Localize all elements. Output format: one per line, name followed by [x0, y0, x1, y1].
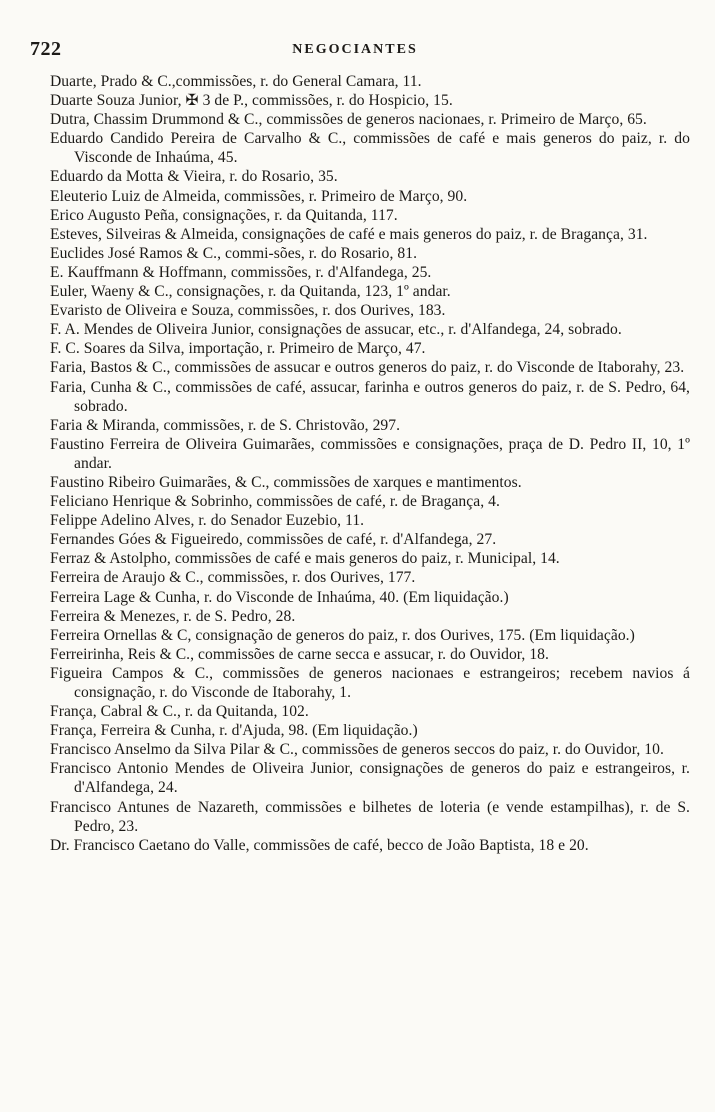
merchant-entry: França, Ferreira & Cunha, r. d'Ajuda, 98. (Em liquidação.): [50, 722, 418, 740]
merchant-entry: Ferreira Lage & Cunha, r. do Visconde de Inhaúma, 40. (Em liquidação.): [50, 588, 509, 606]
merchant-entry: França, Cabral & C., r. da Quitanda, 102.: [50, 703, 309, 721]
merchant-entry: Ferraz & Astolpho, commissões de café e mais generos do paiz, r. Municipal, 14.: [50, 550, 560, 568]
merchant-entry: Ferreira de Araujo & C., commissões, r. dos Ourives, 177.: [50, 569, 416, 587]
merchant-entry: Ferreirinha, Reis & C., commissões de carne secca e assucar, r. do Ouvidor, 18.: [50, 645, 549, 663]
merchant-entry: Euclides José Ramos & C., commi-sões, r. do Rosario, 81.: [50, 244, 418, 262]
merchant-entry: Euler, Waeny & C., consignações, r. da Quitanda, 123, 1º andar.: [50, 283, 451, 301]
merchant-entry: Esteves, Silveiras & Almeida, consignações de café e mais generos do paiz, r. de Bragança, 31.: [50, 225, 648, 243]
merchant-entry: Ferreira & Menezes, r. de S. Pedro, 28.: [50, 607, 296, 625]
merchant-entry: F. C. Soares da Silva, importação, r. Primeiro de Março, 47.: [50, 340, 426, 358]
merchant-entry: Faustino Ribeiro Guimarães, & C., commissões de xarques e mantimentos.: [50, 473, 522, 491]
page-header: [30, 38, 680, 64]
merchant-entry: Faria & Miranda, commissões, r. de S. Christovão, 297.: [50, 416, 401, 434]
merchant-entry: Faria, Cunha & C., commissões de café, assucar, farinha e outros generos do paiz, r. de S. Pedro, 64, sobrado.: [50, 378, 690, 415]
merchant-entry: Faria, Bastos & C., commissões de assucar e outros generos do paiz, r. do Visconde de Itaborahy, 23.: [50, 359, 685, 377]
merchant-entry: Felippe Adelino Alves, r. do Senador Euzebio, 11.: [50, 512, 365, 530]
merchant-entry: Ferreira Ornellas & C, consignação de generos do paiz, r. dos Ourives, 175. (Em liquidação.): [50, 626, 635, 644]
merchant-entry: Duarte Souza Junior, ✠ 3 de P., commissões, r. do Hospicio, 15.: [50, 92, 453, 110]
merchant-entry: Francisco Antonio Mendes de Oliveira Junior, consignações de generos do paiz e estrangeiros, r. d'Alfandega, 24.: [50, 760, 690, 797]
merchant-entry: Figueira Campos & C., commissões de generos nacionaes e estrangeiros; recebem navios á consignação, r. do Visconde de Itaborahy, 1.: [50, 664, 690, 701]
merchant-entry: E. Kauffmann & Hoffmann, commissões, r. d'Alfandega, 25.: [50, 263, 432, 281]
merchant-entry: Dr. Francisco Caetano do Valle, commissões de café, becco de João Baptista, 18 e 20.: [50, 836, 589, 854]
merchant-entry: Faustino Ferreira de Oliveira Guimarães, commissões e consignações, praça de D. Pedro II, 10, 1º andar.: [50, 435, 690, 472]
merchant-entry: Eduardo Candido Pereira de Carvalho & C., commissões de café e mais generos do paiz, r. do Visconde de Inhaúma, 45.: [50, 130, 690, 167]
merchant-entry: Eduardo da Motta & Vieira, r. do Rosario, 35.: [50, 168, 338, 186]
merchant-entry: Erico Augusto Peña, consignações, r. da Quitanda, 117.: [50, 206, 398, 224]
merchant-entry: F. A. Mendes de Oliveira Junior, consignações de assucar, etc., r. d'Alfandega, 24, sobrado.: [50, 321, 622, 339]
merchant-list: [50, 72, 690, 855]
merchant-entry: Evaristo de Oliveira e Souza, commissões, r. dos Ourives, 183.: [50, 302, 446, 320]
merchant-entry: Eleuterio Luiz de Almeida, commissões, r. Primeiro de Março, 90.: [50, 187, 468, 205]
merchant-entry: Duarte, Prado & C.,commissões, r. do General Camara, 11.: [50, 73, 422, 90]
merchant-entry: Francisco Antunes de Nazareth, commissões e bilhetes de loteria (e vende estampilhas), r. de S. Pedro, 23.: [50, 798, 690, 835]
page-number: 722: [30, 38, 62, 60]
merchant-entry: Feliciano Henrique & Sobrinho, commissões de café, r. de Bragança, 4.: [50, 493, 500, 511]
merchant-entry: Dutra, Chassim Drummond & C., commissões de generos nacionaes, r. Primeiro de Março, 65.: [50, 111, 647, 129]
merchant-entry: Fernandes Góes & Figueiredo, commissões de café, r. d'Alfandega, 27.: [50, 531, 497, 549]
merchant-entry: Francisco Anselmo da Silva Pilar & C., commissões de generos seccos do paiz, r. do Ouvidor, 10.: [50, 741, 664, 759]
running-head-title: NEGOCIANTES: [292, 42, 418, 57]
